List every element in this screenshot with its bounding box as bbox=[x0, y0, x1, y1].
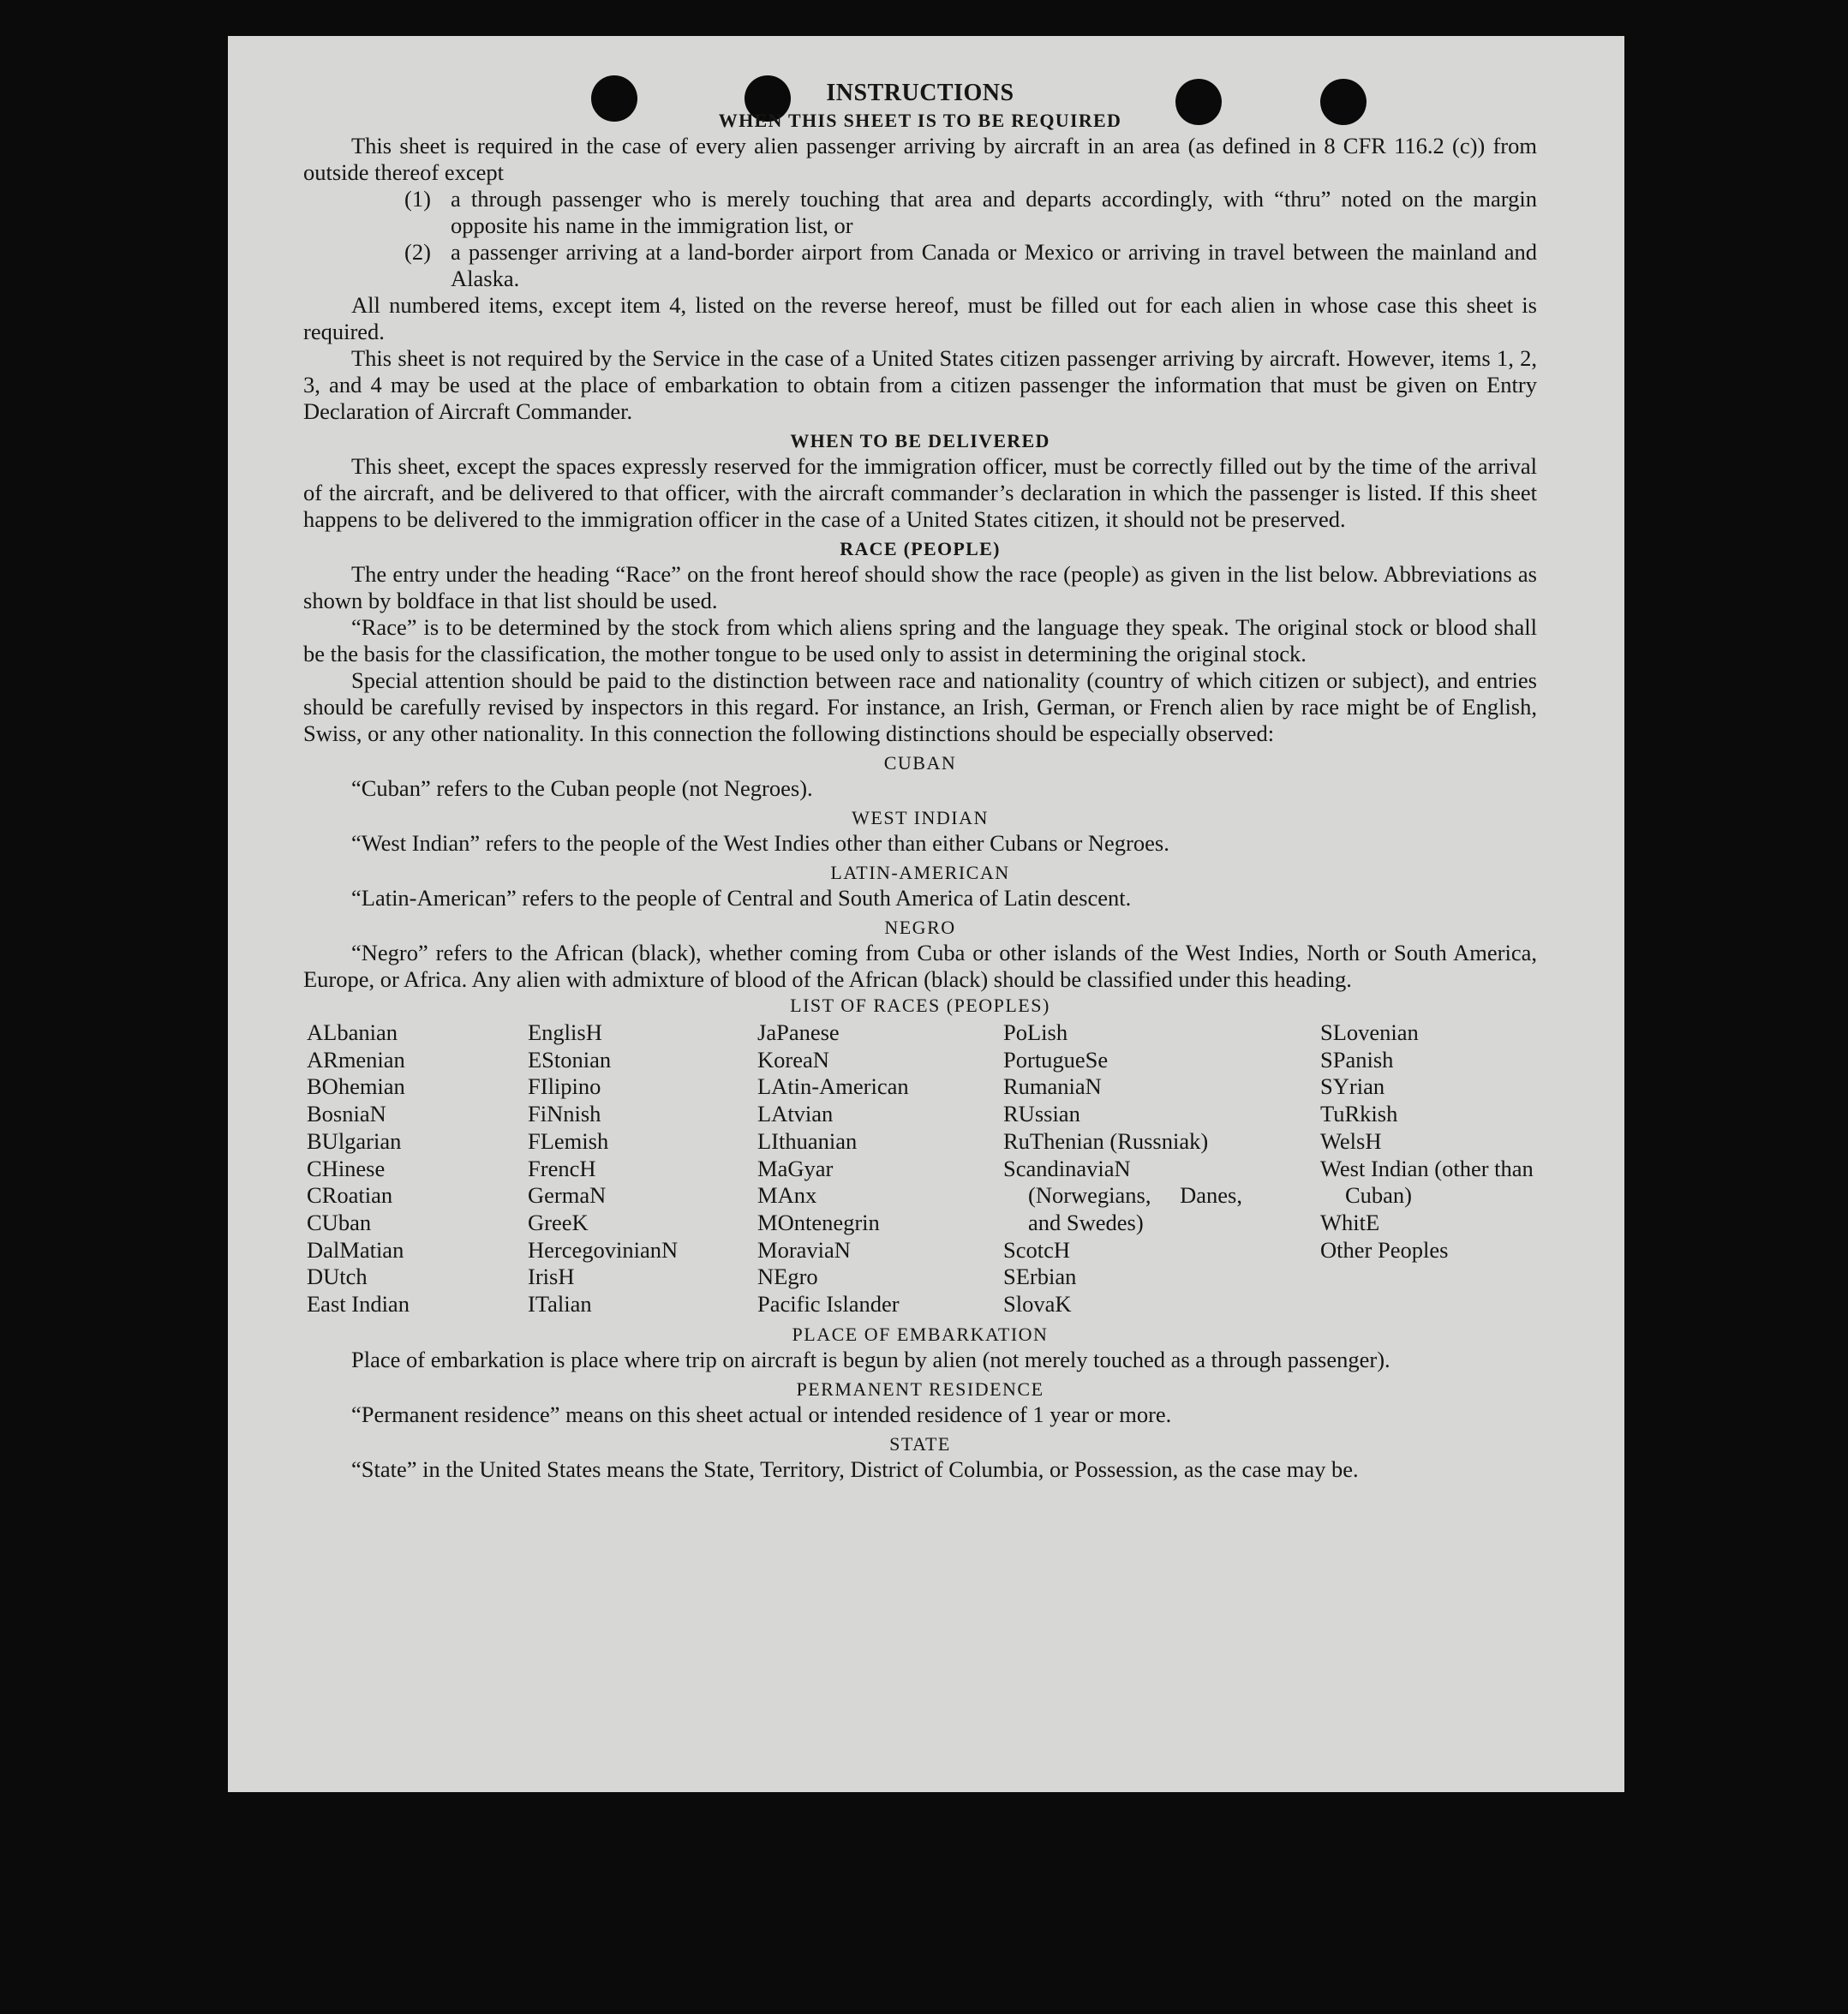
race-entry: ALbanian bbox=[307, 1019, 398, 1045]
section-heading-negro: NEGRO bbox=[884, 917, 956, 938]
race-entry: PoLish bbox=[1003, 1019, 1068, 1045]
paragraph: “Cuban” refers to the Cuban people (not Negroes). bbox=[351, 775, 813, 801]
race-entry: West Indian (other than Cuban) bbox=[1320, 1155, 1534, 1209]
paragraph: This sheet, except the spaces expressly reserved for the immigration officer, must be correctly filled out by the time of the arrival of the aircraft, and be delivered to that officer, with the aircraft commander’s declaration in which the passenger is listed. If this sheet happens to be delivered to the immigration officer in the case of a United States citizen, it should not be preserved. bbox=[303, 453, 1537, 532]
paragraph: “West Indian” refers to the people of the West Indies other than either Cubans or Negroes. bbox=[351, 830, 1169, 856]
list-item bbox=[303, 239, 1537, 292]
race-entry: IrisH bbox=[528, 1264, 575, 1290]
race-entry: LAtin-American bbox=[757, 1073, 909, 1100]
race-entry: DalMatian bbox=[307, 1236, 404, 1263]
instructions-body bbox=[303, 79, 1537, 1483]
paragraph: All numbered items, except item 4, listed on the reverse hereof, must be filled out for each alien in whose case this sheet is required. bbox=[303, 292, 1537, 344]
race-entry: ScandinaviaN (Norwegians, Danes, and Swedes) bbox=[1003, 1155, 1242, 1235]
item-text: a passenger arriving at a land-border airport from Canada or Mexico or arriving in travel between the mainland and Alaska. bbox=[451, 239, 1537, 291]
race-entry: FIlipino bbox=[528, 1073, 601, 1100]
race-entry: BosniaN bbox=[307, 1101, 386, 1127]
race-entry: FLemish bbox=[528, 1127, 609, 1154]
section-heading-latin-american: LATIN-AMERICAN bbox=[830, 862, 1010, 883]
race-entry: MaGyar bbox=[757, 1155, 834, 1181]
paragraph: “Race” is to be determined by the stock from which aliens spring and the language they speak. The original stock or blood shall be the basis for the classification, the mother tongue to be used only to assist in determining the original stock. bbox=[303, 614, 1537, 666]
race-entry: GermaN bbox=[528, 1182, 607, 1209]
race-entry: CRoatian bbox=[307, 1182, 393, 1209]
race-entry: Other Peoples bbox=[1320, 1236, 1449, 1263]
races-column bbox=[1320, 1019, 1539, 1318]
races-column bbox=[757, 1019, 1003, 1318]
race-entry: SPanish bbox=[1320, 1046, 1394, 1073]
race-entry: CHinese bbox=[307, 1155, 386, 1181]
race-entry: ARmenian bbox=[307, 1046, 405, 1073]
race-entry: MOntenegrin bbox=[757, 1209, 880, 1235]
race-entry: ScotcH bbox=[1003, 1236, 1071, 1263]
race-entry: EStonian bbox=[528, 1046, 612, 1073]
item-number: (2) bbox=[404, 239, 431, 265]
race-entry: LIthuanian bbox=[757, 1127, 858, 1154]
race-entry: East Indian bbox=[307, 1291, 410, 1318]
section-heading-race: RACE (PEOPLE) bbox=[840, 538, 1001, 559]
race-entry: JaPanese bbox=[757, 1019, 840, 1045]
race-entry: Pacific Islander bbox=[757, 1291, 900, 1318]
race-entry: GreeK bbox=[528, 1209, 589, 1235]
document-sheet bbox=[228, 36, 1624, 1792]
section-heading-cuban: CUBAN bbox=[883, 752, 957, 774]
race-entry: SlovaK bbox=[1003, 1291, 1072, 1318]
section-heading-permanent-residence: PERMANENT RESIDENCE bbox=[796, 1378, 1044, 1400]
races-column bbox=[1003, 1019, 1320, 1318]
paragraph: “Latin-American” refers to the people of Central and South America of Latin descent. bbox=[351, 885, 1132, 911]
page-title: INSTRUCTIONS bbox=[826, 80, 1014, 106]
list-item bbox=[303, 186, 1537, 239]
race-entry: NEgro bbox=[757, 1264, 818, 1290]
race-entry: BOhemian bbox=[307, 1073, 405, 1100]
section-heading-embarkation: PLACE OF EMBARKATION bbox=[792, 1323, 1049, 1345]
race-entry: MAnx bbox=[757, 1182, 817, 1209]
races-column bbox=[307, 1019, 528, 1318]
race-entry: LAtvian bbox=[757, 1101, 834, 1127]
race-entry: RUssian bbox=[1003, 1101, 1080, 1127]
race-entry: SLovenian bbox=[1320, 1019, 1419, 1045]
race-entry: FrencH bbox=[528, 1155, 596, 1181]
race-entry: HercegovinianN bbox=[528, 1236, 679, 1263]
paragraph: “State” in the United States means the State, Territory, District of Columbia, or Possession, as the case may be. bbox=[351, 1455, 1359, 1482]
race-entry: KoreaN bbox=[757, 1046, 829, 1073]
race-entry: ITalian bbox=[528, 1291, 592, 1318]
race-entry: DUtch bbox=[307, 1264, 368, 1290]
races-column bbox=[528, 1019, 757, 1318]
race-entry: SYrian bbox=[1320, 1073, 1385, 1100]
race-entry: WhitE bbox=[1320, 1209, 1380, 1235]
race-entry: RuThenian (Russniak) bbox=[1003, 1127, 1209, 1154]
race-entry: FiNnish bbox=[528, 1101, 601, 1127]
section-heading-list-of-races: LIST OF RACES (PEOPLES) bbox=[790, 995, 1050, 1016]
paragraph: “Permanent residence” means on this sheet actual or intended residence of 1 year or more. bbox=[351, 1401, 1172, 1427]
section-heading-when-delivered: WHEN TO BE DELIVERED bbox=[790, 430, 1050, 451]
race-entry: MoraviaN bbox=[757, 1236, 851, 1263]
paragraph: Special attention should be paid to the distinction between race and nationality (country of which citizen or subject), and entries should be carefully revised by inspectors in this regard. For instance, an Irish, German, or French alien by race might be of English, Swiss, or any other nationality. In this connection the following distinctions should be especially observed: bbox=[303, 667, 1537, 746]
races-list bbox=[303, 1019, 1537, 1318]
paragraph: This sheet is not required by the Service in the case of a United States citizen passenger arriving by aircraft. However, items 1, 2, 3, and 4 may be used at the place of embarkation to obtain from a citizen passenger the information that must be given on Entry Declaration of Aircraft Commander. bbox=[303, 345, 1537, 424]
race-entry: CUban bbox=[307, 1209, 372, 1235]
paragraph: “Negro” refers to the African (black), whether coming from Cuba or other islands of the West Indies, North or South America, Europe, or Africa. Any alien with admixture of blood of the African (black) should be classified under this heading. bbox=[303, 940, 1537, 992]
paragraph: Place of embarkation is place where trip on aircraft is begun by alien (not merely touched as a through passenger). bbox=[351, 1346, 1390, 1372]
item-number: (1) bbox=[404, 186, 431, 212]
race-entry: WelsH bbox=[1320, 1127, 1382, 1154]
paragraph: The entry under the heading “Race” on the front hereof should show the race (people) as given in the list below. Abbreviations as shown by boldface in that list should be used. bbox=[303, 561, 1537, 613]
paragraph: This sheet is required in the case of every alien passenger arriving by aircraft in an area (as defined in 8 CFR 116.2 (c)) from outside thereof except bbox=[303, 133, 1537, 185]
race-entry: TuRkish bbox=[1320, 1101, 1398, 1127]
section-heading-when-required: WHEN THIS SHEET IS TO BE REQUIRED bbox=[718, 110, 1122, 131]
race-entry: RumaniaN bbox=[1003, 1073, 1102, 1100]
item-text: a through passenger who is merely touching that area and departs accordingly, with “thru” noted on the margin opposite his name in the immigration list, or bbox=[451, 186, 1537, 238]
race-entry: BUlgarian bbox=[307, 1127, 402, 1154]
race-entry: EnglisH bbox=[528, 1019, 602, 1045]
race-entry: PortugueSe bbox=[1003, 1046, 1109, 1073]
section-heading-west-indian: WEST INDIAN bbox=[852, 807, 989, 828]
section-heading-state: STATE bbox=[889, 1432, 951, 1455]
race-entry: SErbian bbox=[1003, 1264, 1077, 1290]
